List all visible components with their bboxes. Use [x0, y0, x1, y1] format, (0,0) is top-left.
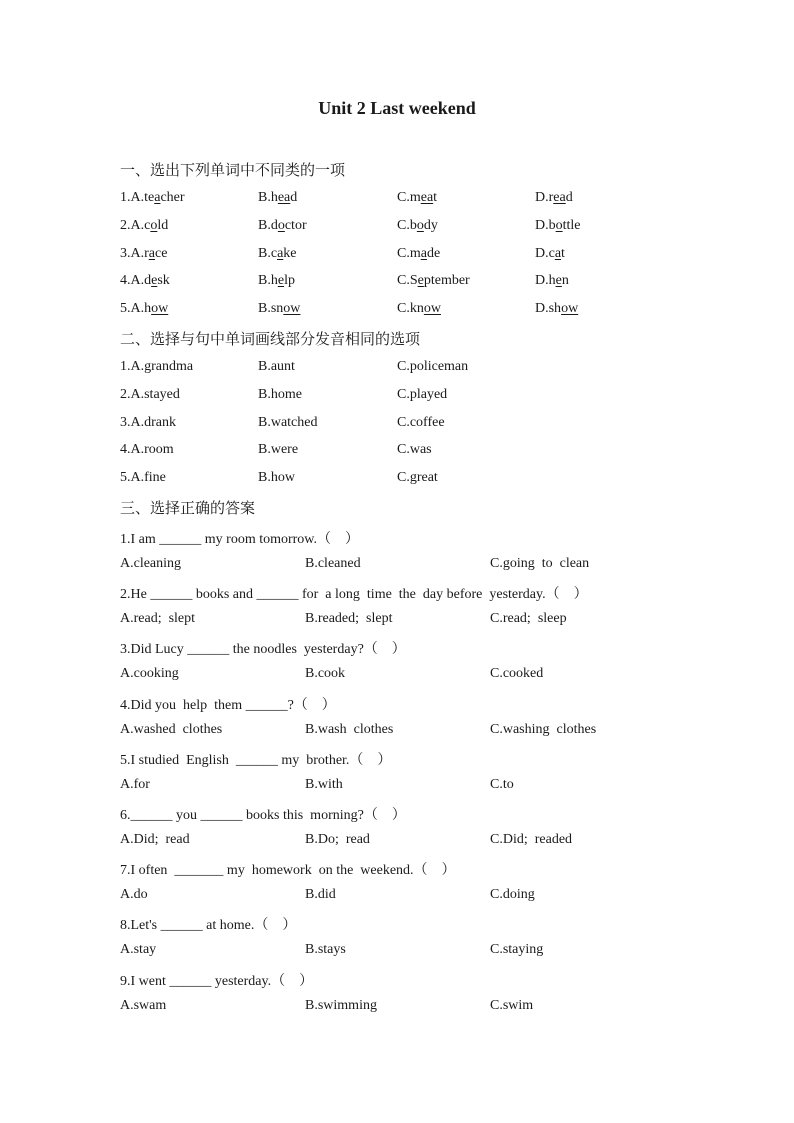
underlined-letters: ea [553, 190, 566, 205]
option-text: C.doing [490, 887, 535, 903]
list-item [0, 190, 794, 212]
word-prefix: B.sn [258, 301, 284, 317]
underlined-letters: a [154, 190, 161, 205]
option-text: C.read; sleep [490, 611, 567, 627]
option-word [258, 246, 297, 262]
underlined-letters: ow [423, 301, 441, 317]
option-text: C.washing clothes [490, 721, 597, 737]
word-prefix: 1.A.te [120, 190, 155, 205]
option-word [258, 273, 295, 289]
option-word [535, 218, 581, 234]
option-text: B.cleaned [305, 556, 361, 571]
word-prefix: B.h [258, 190, 278, 205]
option-text: C.going to clean [490, 556, 590, 571]
option-text: C.great [397, 470, 438, 486]
option-word [535, 301, 578, 317]
list-item [0, 442, 794, 464]
question-text: 5.I studied English ______ my brother.（ ） [120, 752, 392, 768]
word-suffix: cher [160, 190, 185, 205]
option-text: B.Do; read [305, 832, 370, 847]
option-text: 4.A.room [120, 442, 174, 458]
option-text: B.readed; slept [305, 611, 393, 627]
underlined-letters: o [416, 217, 424, 233]
question-text: 8.Let's ______ at home.（ ） [120, 918, 297, 934]
word-suffix: ce [155, 245, 168, 261]
option-text: C.to [490, 776, 514, 792]
answer-options [0, 777, 794, 799]
option-word [535, 273, 569, 289]
option-text: C.swim [490, 997, 534, 1013]
underlined-letters: ea [420, 190, 434, 205]
underlined-letters: o [277, 217, 285, 233]
word-prefix: C.S [397, 273, 418, 289]
word-suffix: ctor [284, 217, 307, 233]
option-text: C.coffee [397, 414, 445, 430]
option-text: A.washed clothes [120, 721, 223, 737]
list-item [0, 359, 794, 381]
option-text: B.watched [258, 414, 318, 430]
page-title: Unit 2 Last weekend [318, 98, 476, 118]
word-prefix: C.b [397, 217, 417, 233]
answer-options [0, 556, 794, 578]
word-prefix: 3.A.r [120, 245, 149, 261]
underlined-letters: a [420, 245, 427, 261]
underlined-letters: a [554, 245, 562, 261]
answer-options [0, 942, 794, 964]
option-text: A.cleaning [120, 556, 182, 571]
option-text: B.home [258, 386, 302, 402]
word-prefix: D.c [535, 245, 555, 261]
option-text: C.played [397, 386, 448, 402]
word-prefix: 5.A.h [120, 301, 152, 317]
option-word [397, 273, 470, 289]
option-word [120, 246, 167, 262]
option-word [397, 301, 441, 317]
underlined-letters: e [151, 273, 158, 289]
option-word [258, 190, 297, 206]
word-suffix: de [426, 245, 441, 261]
option-text: C.cooked [490, 666, 544, 682]
list-item [0, 218, 794, 240]
underlined-letters: e [417, 273, 424, 289]
section1-heading: 一、选出下列单词中不同类的一项 [120, 161, 346, 179]
option-text: C.staying [490, 942, 544, 958]
section2-heading: 二、选择与句中单词画线部分发音相同的选项 [120, 330, 421, 348]
answer-options [0, 998, 794, 1020]
option-text: C.was [397, 442, 432, 458]
answer-options [0, 832, 794, 854]
option-text: 5.A.fine [120, 470, 166, 486]
option-text: 1.A.grandma [120, 359, 194, 374]
underlined-letters: ea [277, 190, 291, 205]
question-text: 9.I went ______ yesterday.（ ） [120, 973, 314, 989]
option-text: A.do [120, 887, 148, 903]
underlined-letters: e [555, 273, 562, 289]
option-text: B.how [258, 470, 295, 486]
word-suffix: ld [157, 217, 169, 233]
word-prefix: D.r [535, 190, 554, 205]
word-prefix: B.c [258, 245, 278, 261]
answer-options [0, 722, 794, 744]
option-word [258, 218, 307, 234]
word-prefix: 4.A.d [120, 273, 152, 289]
word-prefix: D.b [535, 217, 556, 233]
option-word [397, 190, 437, 206]
list-item [0, 301, 794, 323]
question-text: 1.I am ______ my room tomorrow.（ ） [120, 532, 360, 547]
question-text: 6.______ you ______ books this morning?（ ） [120, 808, 406, 823]
question-text: 7.I often _______ my homework on the weekend.（ ） [120, 863, 456, 879]
word-suffix: t [561, 245, 565, 261]
word-suffix: dy [423, 217, 438, 233]
list-item [0, 246, 794, 268]
option-text: 3.A.drank [120, 414, 176, 430]
option-text: B.cook [305, 666, 346, 682]
section3-heading: 三、选择正确的答案 [120, 499, 256, 517]
option-text: B.were [258, 442, 299, 458]
underlined-letters: o [555, 217, 563, 233]
word-suffix: ptember [423, 273, 470, 289]
option-text: B.wash clothes [305, 721, 394, 737]
option-text: B.stays [305, 942, 346, 958]
list-item [0, 387, 794, 409]
option-text: B.did [305, 887, 336, 903]
option-word [535, 190, 573, 206]
word-suffix: t [433, 190, 438, 205]
option-text: A.for [120, 776, 150, 792]
word-suffix: sk [157, 273, 170, 289]
list-item [0, 470, 794, 492]
option-text: B.aunt [258, 359, 295, 374]
word-prefix: C.kn [397, 301, 424, 317]
option-text: B.with [305, 776, 343, 792]
word-prefix: C.m [397, 245, 421, 261]
answer-options [0, 887, 794, 909]
option-text: A.stay [120, 942, 157, 958]
option-text: A.cooking [120, 666, 179, 682]
question-text: 3.Did Lucy ______ the noodles yesterday?（ ） [120, 642, 406, 658]
option-text: C.policeman [397, 359, 469, 374]
underlined-letters: a [148, 245, 155, 261]
word-suffix: d [290, 190, 298, 205]
word-prefix: 2.A.c [120, 217, 151, 233]
word-prefix: D.h [535, 273, 556, 289]
option-text: A.read; slept [120, 611, 196, 627]
option-word [535, 246, 565, 262]
word-suffix: ttle [562, 217, 581, 233]
word-prefix: B.d [258, 217, 278, 233]
option-word [120, 190, 185, 206]
option-text: 2.A.stayed [120, 386, 180, 402]
underlined-letters: ow [151, 301, 169, 317]
underlined-letters: ow [283, 301, 301, 317]
underlined-letters: o [150, 217, 158, 233]
word-prefix: C.m [397, 190, 421, 205]
option-text: B.swimming [305, 997, 377, 1013]
list-item [0, 415, 794, 437]
word-suffix: lp [284, 273, 295, 289]
option-word [120, 273, 170, 289]
option-word [258, 301, 300, 317]
underlined-letters: ow [561, 301, 579, 317]
option-word [397, 218, 438, 234]
option-word [120, 301, 168, 317]
underlined-letters: a [277, 245, 284, 261]
word-prefix: D.sh [535, 301, 562, 317]
underlined-letters: e [277, 273, 285, 289]
word-suffix: d [565, 190, 573, 205]
question-text: 4.Did you help them ______?（ ） [120, 697, 336, 713]
word-suffix: ke [283, 245, 297, 261]
question-text: 2.He ______ books and ______ for a long time the day before yesterday.（ ） [120, 587, 588, 603]
list-item [0, 273, 794, 295]
option-word [120, 218, 168, 234]
answer-options [0, 611, 794, 633]
word-suffix: n [561, 273, 569, 289]
word-prefix: B.h [258, 273, 278, 289]
option-text: A.Did; read [120, 832, 190, 847]
option-text: C.Did; readed [490, 832, 573, 847]
option-text: A.swam [120, 997, 167, 1013]
option-word [397, 246, 440, 262]
answer-options [0, 666, 794, 688]
